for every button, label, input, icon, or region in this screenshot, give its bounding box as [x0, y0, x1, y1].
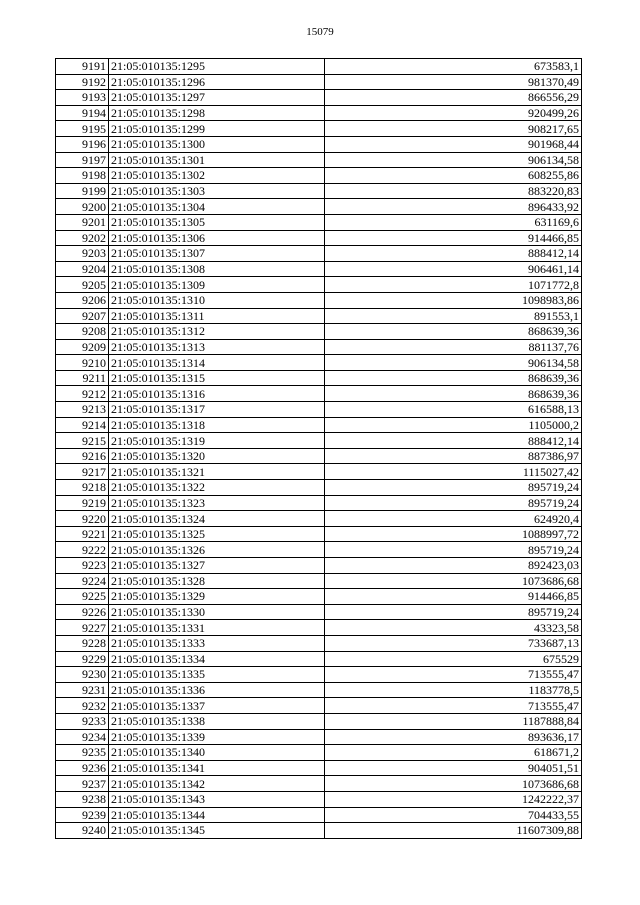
cadastral-number-cell: 21:05:010135:1311: [109, 308, 325, 324]
cadastral-number-cell: 21:05:010135:1333: [109, 635, 325, 651]
value-cell: 887386,97: [325, 448, 582, 464]
cadastral-number-cell: 21:05:010135:1297: [109, 90, 325, 106]
value-cell: 906461,14: [325, 261, 582, 277]
cadastral-number-cell: 21:05:010135:1312: [109, 324, 325, 340]
table-row: [56, 651, 582, 667]
row-number-cell: 9200: [56, 199, 109, 215]
cadastral-number-cell: 21:05:010135:1325: [109, 526, 325, 542]
row-number-cell: 9201: [56, 214, 109, 230]
row-number-cell: 9222: [56, 542, 109, 558]
table-row: [56, 573, 582, 589]
row-number-cell: 9191: [56, 59, 109, 75]
row-number-cell: 9223: [56, 558, 109, 574]
table-row: [56, 121, 582, 137]
row-number-cell: 9214: [56, 417, 109, 433]
value-cell: 616588,13: [325, 402, 582, 418]
cadastral-number-cell: 21:05:010135:1295: [109, 59, 325, 75]
page-number: 15079: [306, 26, 334, 38]
value-cell: 704433,55: [325, 807, 582, 823]
cadastral-number-cell: 21:05:010135:1300: [109, 136, 325, 152]
cadastral-number-cell: 21:05:010135:1309: [109, 277, 325, 293]
row-number-cell: 9194: [56, 105, 109, 121]
row-number-cell: 9207: [56, 308, 109, 324]
table-row: [56, 495, 582, 511]
table-row: [56, 635, 582, 651]
table-row: [56, 620, 582, 636]
table-row: [56, 370, 582, 386]
value-cell: 881137,76: [325, 339, 582, 355]
table-row: [56, 480, 582, 496]
row-number-cell: 9203: [56, 246, 109, 262]
cadastral-number-cell: 21:05:010135:1318: [109, 417, 325, 433]
table-row: [56, 682, 582, 698]
row-number-cell: 9234: [56, 729, 109, 745]
cadastral-number-cell: 21:05:010135:1336: [109, 682, 325, 698]
value-cell: 896433,92: [325, 199, 582, 215]
row-number-cell: 9235: [56, 745, 109, 761]
value-cell: 895719,24: [325, 495, 582, 511]
value-cell: 895719,24: [325, 604, 582, 620]
row-number-cell: 9197: [56, 152, 109, 168]
cadastral-number-cell: 21:05:010135:1320: [109, 448, 325, 464]
row-number-cell: 9210: [56, 355, 109, 371]
value-cell: 1098983,86: [325, 292, 582, 308]
table-row: [56, 604, 582, 620]
row-number-cell: 9219: [56, 495, 109, 511]
row-number-cell: 9206: [56, 292, 109, 308]
table-row: [56, 105, 582, 121]
table-row: [56, 589, 582, 605]
cadastral-number-cell: 21:05:010135:1335: [109, 667, 325, 683]
row-number-cell: 9233: [56, 713, 109, 729]
row-number-cell: 9198: [56, 168, 109, 184]
value-cell: 1071772,8: [325, 277, 582, 293]
table-row: [56, 386, 582, 402]
cadastral-number-cell: 21:05:010135:1308: [109, 261, 325, 277]
row-number-cell: 9195: [56, 121, 109, 137]
value-cell: 908217,65: [325, 121, 582, 137]
value-cell: 866556,29: [325, 90, 582, 106]
value-cell: 920499,26: [325, 105, 582, 121]
cadastral-number-cell: 21:05:010135:1342: [109, 776, 325, 792]
table-row: [56, 199, 582, 215]
row-number-cell: 9228: [56, 635, 109, 651]
value-cell: 914466,85: [325, 230, 582, 246]
value-cell: 895719,24: [325, 480, 582, 496]
value-cell: 892423,03: [325, 558, 582, 574]
table-row: [56, 433, 582, 449]
row-number-cell: 9199: [56, 183, 109, 199]
row-number-cell: 9218: [56, 480, 109, 496]
row-number-cell: 9213: [56, 402, 109, 418]
table-row: [56, 807, 582, 823]
value-cell: 673583,1: [325, 59, 582, 75]
row-number-cell: 9209: [56, 339, 109, 355]
cadastral-number-cell: 21:05:010135:1323: [109, 495, 325, 511]
table-row: [56, 292, 582, 308]
cadastral-number-cell: 21:05:010135:1316: [109, 386, 325, 402]
cadastral-number-cell: 21:05:010135:1305: [109, 214, 325, 230]
cadastral-number-cell: 21:05:010135:1327: [109, 558, 325, 574]
table-row: [56, 168, 582, 184]
value-cell: 868639,36: [325, 386, 582, 402]
row-number-cell: 9205: [56, 277, 109, 293]
row-number-cell: 9239: [56, 807, 109, 823]
cadastral-number-cell: 21:05:010135:1340: [109, 745, 325, 761]
cadastral-number-cell: 21:05:010135:1321: [109, 464, 325, 480]
row-number-cell: 9231: [56, 682, 109, 698]
cadastral-number-cell: 21:05:010135:1317: [109, 402, 325, 418]
row-number-cell: 9232: [56, 698, 109, 714]
value-cell: 895719,24: [325, 542, 582, 558]
value-cell: 675529: [325, 651, 582, 667]
table-row: [56, 464, 582, 480]
row-number-cell: 9226: [56, 604, 109, 620]
table-row: [56, 417, 582, 433]
value-cell: 1187888,84: [325, 713, 582, 729]
value-cell: 1088997,72: [325, 526, 582, 542]
table-row: [56, 558, 582, 574]
value-cell: 631169,6: [325, 214, 582, 230]
value-cell: 981370,49: [325, 74, 582, 90]
cadastral-number-cell: 21:05:010135:1306: [109, 230, 325, 246]
row-number-cell: 9217: [56, 464, 109, 480]
table-row: [56, 511, 582, 527]
cadastral-number-cell: 21:05:010135:1328: [109, 573, 325, 589]
value-cell: 733687,13: [325, 635, 582, 651]
value-cell: 43323,58: [325, 620, 582, 636]
cadastral-number-cell: 21:05:010135:1330: [109, 604, 325, 620]
cadastral-number-cell: 21:05:010135:1343: [109, 791, 325, 807]
value-cell: 906134,58: [325, 152, 582, 168]
value-cell: 1073686,68: [325, 776, 582, 792]
row-number-cell: 9227: [56, 620, 109, 636]
value-cell: 624920,4: [325, 511, 582, 527]
value-cell: 883220,83: [325, 183, 582, 199]
cadastral-number-cell: 21:05:010135:1337: [109, 698, 325, 714]
table-row: [56, 729, 582, 745]
table-row: [56, 760, 582, 776]
cadastral-number-cell: 21:05:010135:1307: [109, 246, 325, 262]
cadastral-number-cell: 21:05:010135:1296: [109, 74, 325, 90]
table-row: [56, 59, 582, 75]
value-cell: 1183778,5: [325, 682, 582, 698]
cadastral-number-cell: 21:05:010135:1322: [109, 480, 325, 496]
cadastral-number-cell: 21:05:010135:1345: [109, 823, 325, 839]
row-number-cell: 9236: [56, 760, 109, 776]
table-row: [56, 183, 582, 199]
row-number-cell: 9221: [56, 526, 109, 542]
value-cell: 608255,86: [325, 168, 582, 184]
table-row: [56, 448, 582, 464]
cadastral-number-cell: 21:05:010135:1299: [109, 121, 325, 137]
value-cell: 1242222,37: [325, 791, 582, 807]
cadastral-number-cell: 21:05:010135:1304: [109, 199, 325, 215]
value-cell: 914466,85: [325, 589, 582, 605]
row-number-cell: 9192: [56, 74, 109, 90]
value-cell: 713555,47: [325, 667, 582, 683]
value-cell: 888412,14: [325, 246, 582, 262]
cadastre-table: [55, 58, 582, 839]
table-row: [56, 745, 582, 761]
row-number-cell: 9202: [56, 230, 109, 246]
value-cell: 906134,58: [325, 355, 582, 371]
cadastral-number-cell: 21:05:010135:1298: [109, 105, 325, 121]
row-number-cell: 9229: [56, 651, 109, 667]
table-row: [56, 261, 582, 277]
value-cell: 713555,47: [325, 698, 582, 714]
table-row: [56, 230, 582, 246]
table-row: [56, 791, 582, 807]
table-row: [56, 246, 582, 262]
row-number-cell: 9230: [56, 667, 109, 683]
table-row: [56, 355, 582, 371]
cadastral-number-cell: 21:05:010135:1324: [109, 511, 325, 527]
value-cell: 868639,36: [325, 324, 582, 340]
table-row: [56, 667, 582, 683]
value-cell: 904051,51: [325, 760, 582, 776]
table-row: [56, 713, 582, 729]
table-row: [56, 542, 582, 558]
table-row: [56, 324, 582, 340]
cadastral-number-cell: 21:05:010135:1303: [109, 183, 325, 199]
cadastral-number-cell: 21:05:010135:1313: [109, 339, 325, 355]
value-cell: 893636,17: [325, 729, 582, 745]
cadastral-number-cell: 21:05:010135:1331: [109, 620, 325, 636]
row-number-cell: 9211: [56, 370, 109, 386]
table-row: [56, 136, 582, 152]
row-number-cell: 9196: [56, 136, 109, 152]
table-row: [56, 402, 582, 418]
cadastral-number-cell: 21:05:010135:1341: [109, 760, 325, 776]
table-row: [56, 526, 582, 542]
row-number-cell: 9212: [56, 386, 109, 402]
table-row: [56, 823, 582, 839]
row-number-cell: 9215: [56, 433, 109, 449]
value-cell: 11607309,88: [325, 823, 582, 839]
value-cell: 1105000,2: [325, 417, 582, 433]
value-cell: 891553,1: [325, 308, 582, 324]
value-cell: 1115027,42: [325, 464, 582, 480]
cadastral-number-cell: 21:05:010135:1344: [109, 807, 325, 823]
cadastral-number-cell: 21:05:010135:1302: [109, 168, 325, 184]
table-row: [56, 214, 582, 230]
row-number-cell: 9216: [56, 448, 109, 464]
row-number-cell: 9240: [56, 823, 109, 839]
cadastral-number-cell: 21:05:010135:1315: [109, 370, 325, 386]
table-row: [56, 74, 582, 90]
table-row: [56, 308, 582, 324]
cadastral-number-cell: 21:05:010135:1314: [109, 355, 325, 371]
cadastral-number-cell: 21:05:010135:1319: [109, 433, 325, 449]
value-cell: 901968,44: [325, 136, 582, 152]
cadastral-number-cell: 21:05:010135:1310: [109, 292, 325, 308]
row-number-cell: 9238: [56, 791, 109, 807]
cadastral-number-cell: 21:05:010135:1329: [109, 589, 325, 605]
value-cell: 618671,2: [325, 745, 582, 761]
value-cell: 1073686,68: [325, 573, 582, 589]
cadastral-number-cell: 21:05:010135:1339: [109, 729, 325, 745]
row-number-cell: 9220: [56, 511, 109, 527]
table-body: [56, 59, 582, 839]
table-row: [56, 339, 582, 355]
row-number-cell: 9225: [56, 589, 109, 605]
value-cell: 868639,36: [325, 370, 582, 386]
cadastral-number-cell: 21:05:010135:1338: [109, 713, 325, 729]
cadastral-number-cell: 21:05:010135:1301: [109, 152, 325, 168]
row-number-cell: 9224: [56, 573, 109, 589]
table-row: [56, 90, 582, 106]
value-cell: 888412,14: [325, 433, 582, 449]
table-row: [56, 776, 582, 792]
table-row: [56, 277, 582, 293]
row-number-cell: 9208: [56, 324, 109, 340]
row-number-cell: 9237: [56, 776, 109, 792]
row-number-cell: 9193: [56, 90, 109, 106]
table-row: [56, 152, 582, 168]
row-number-cell: 9204: [56, 261, 109, 277]
cadastral-number-cell: 21:05:010135:1334: [109, 651, 325, 667]
cadastral-number-cell: 21:05:010135:1326: [109, 542, 325, 558]
table-row: [56, 698, 582, 714]
